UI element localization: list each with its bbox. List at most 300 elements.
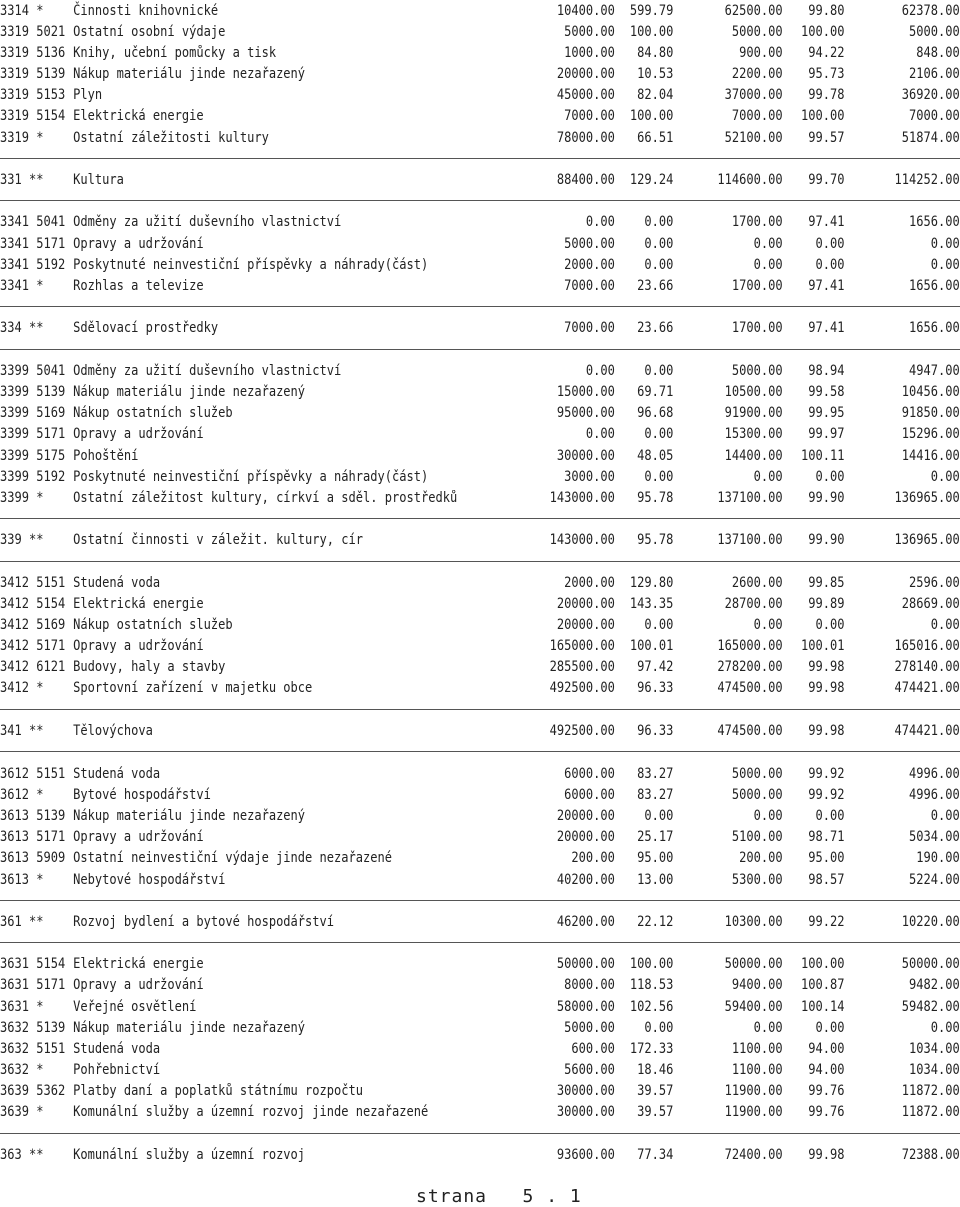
value-adjusted: 137100.00: [717, 490, 783, 506]
section-divider: [0, 561, 960, 562]
value-budget: 8000.00: [564, 977, 615, 993]
percent-2: 99.58: [808, 384, 845, 400]
value-actual: 7000.00: [909, 108, 960, 124]
percent-2: 100.00: [801, 956, 845, 972]
row-code: 3613 5171: [0, 829, 66, 845]
percent-2: 0.00: [815, 808, 845, 824]
table-row: [0, 1102, 960, 1123]
row-description: Kultura: [73, 172, 124, 188]
value-budget: 0.00: [585, 363, 615, 379]
value-actual: 2106.00: [909, 66, 960, 82]
row-code: 361 **: [0, 914, 44, 930]
percent-1: 83.27: [637, 766, 674, 782]
row-code: 3632 5139: [0, 1020, 66, 1036]
value-adjusted: 200.00: [739, 850, 783, 866]
row-code: 3412 5151: [0, 575, 66, 591]
value-actual: 62378.00: [901, 3, 960, 19]
value-adjusted: 5000.00: [731, 766, 783, 782]
value-budget: 20000.00: [556, 808, 615, 824]
value-budget: 20000.00: [556, 596, 615, 612]
value-budget: 20000.00: [556, 829, 615, 845]
percent-2: 94.22: [808, 45, 845, 61]
value-budget: 2000.00: [564, 575, 615, 591]
row-code: 3319 *: [0, 130, 44, 146]
value-adjusted: 52100.00: [724, 130, 783, 146]
value-adjusted: 91900.00: [724, 405, 783, 421]
row-description: Elektrická energie: [73, 956, 204, 972]
percent-1: 100.00: [629, 24, 674, 40]
percent-2: 0.00: [815, 1020, 845, 1036]
value-actual: 72388.00: [901, 1147, 960, 1163]
value-actual: 9482.00: [909, 977, 960, 993]
value-adjusted: 5000.00: [731, 24, 783, 40]
row-description: Ostatní záležitost kultury, církví a sděl. prostředků: [73, 490, 458, 506]
value-actual: 1656.00: [909, 214, 960, 230]
row-description: Opravy a udržování: [73, 977, 204, 993]
percent-2: 97.41: [808, 214, 845, 230]
percent-1: 48.05: [637, 448, 674, 464]
row-description: Opravy a udržování: [73, 236, 204, 252]
value-actual: 10456.00: [901, 384, 960, 400]
row-code: 3319 5021: [0, 24, 66, 40]
row-description: Platby daní a poplatků státnímu rozpočtu: [73, 1083, 364, 1099]
row-description: Plyn: [73, 87, 103, 103]
value-budget: 88400.00: [556, 172, 615, 188]
table-row: [0, 954, 960, 975]
percent-2: 99.98: [808, 680, 845, 696]
value-budget: 93600.00: [556, 1147, 615, 1163]
value-adjusted: 15300.00: [724, 426, 783, 442]
row-code: 3341 *: [0, 278, 44, 294]
row-code: 3612 *: [0, 787, 44, 803]
value-adjusted: 5100.00: [731, 829, 783, 845]
row-description: Odměny za užití duševního vlastnictví: [73, 363, 342, 379]
percent-2: 98.94: [808, 363, 845, 379]
value-adjusted: 1700.00: [731, 278, 783, 294]
row-code: 3341 5041: [0, 214, 66, 230]
percent-1: 0.00: [644, 236, 674, 252]
value-actual: 5000.00: [909, 24, 960, 40]
value-budget: 5000.00: [564, 24, 615, 40]
value-actual: 28669.00: [901, 596, 960, 612]
value-budget: 3000.00: [564, 469, 615, 485]
value-adjusted: 165000.00: [717, 638, 783, 654]
value-adjusted: 50000.00: [724, 956, 783, 972]
row-code: 3399 *: [0, 490, 44, 506]
row-description: Studená voda: [73, 766, 161, 782]
section-divider: [0, 158, 960, 159]
percent-2: 99.98: [808, 659, 845, 675]
value-adjusted: 0.00: [753, 257, 783, 273]
percent-1: 69.71: [637, 384, 674, 400]
percent-1: 18.46: [637, 1062, 674, 1078]
page-number: strana 5 . 1: [416, 1186, 582, 1207]
percent-2: 98.71: [808, 829, 845, 845]
value-adjusted: 1100.00: [731, 1041, 783, 1057]
percent-1: 129.80: [629, 575, 674, 591]
row-description: Opravy a udržování: [73, 426, 204, 442]
value-actual: 0.00: [930, 1020, 960, 1036]
percent-2: 0.00: [815, 236, 845, 252]
section-divider: [0, 751, 960, 752]
value-adjusted: 2600.00: [731, 575, 783, 591]
percent-1: 84.80: [637, 45, 674, 61]
percent-2: 99.85: [808, 575, 845, 591]
value-adjusted: 7000.00: [731, 108, 783, 124]
row-code: 3399 5192: [0, 469, 66, 485]
percent-1: 96.33: [637, 723, 674, 739]
table-row: [0, 1081, 960, 1102]
row-code: 334 **: [0, 320, 44, 336]
value-actual: 848.00: [916, 45, 960, 61]
value-budget: 40200.00: [556, 872, 615, 888]
row-description: Poskytnuté neinvestiční příspěvky a náhrady(část): [73, 469, 429, 485]
table-row: [0, 1060, 960, 1081]
table-row: [0, 1145, 960, 1166]
value-adjusted: 72400.00: [724, 1147, 783, 1163]
percent-2: 99.76: [808, 1083, 845, 1099]
value-actual: 91850.00: [901, 405, 960, 421]
percent-2: 100.14: [801, 999, 845, 1015]
table-row: [0, 785, 960, 806]
value-adjusted: 62500.00: [724, 3, 783, 19]
row-code: 3613 5909: [0, 850, 66, 866]
value-actual: 1656.00: [909, 320, 960, 336]
row-code: 3319 5136: [0, 45, 66, 61]
value-adjusted: 11900.00: [724, 1104, 783, 1120]
value-actual: 190.00: [916, 850, 960, 866]
row-description: Nákup ostatních služeb: [73, 617, 233, 633]
value-budget: 5600.00: [564, 1062, 615, 1078]
percent-1: 172.33: [629, 1041, 674, 1057]
value-actual: 4996.00: [909, 787, 960, 803]
section-divider: [0, 200, 960, 201]
table-row: [0, 361, 960, 382]
value-adjusted: 1700.00: [731, 320, 783, 336]
value-adjusted: 278200.00: [717, 659, 783, 675]
value-actual: 1034.00: [909, 1041, 960, 1057]
percent-1: 39.57: [637, 1104, 674, 1120]
row-code: 3341 5192: [0, 257, 66, 273]
value-budget: 285500.00: [549, 659, 615, 675]
row-description: Ostatní záležitosti kultury: [73, 130, 269, 146]
row-description: Budovy, haly a stavby: [73, 659, 226, 675]
row-code: 3631 5171: [0, 977, 66, 993]
percent-2: 99.92: [808, 766, 845, 782]
percent-2: 99.90: [808, 490, 845, 506]
row-code: 3319 5153: [0, 87, 66, 103]
percent-2: 99.57: [808, 130, 845, 146]
row-code: 3639 *: [0, 1104, 44, 1120]
percent-1: 13.00: [637, 872, 674, 888]
row-code: 3613 *: [0, 872, 44, 888]
value-budget: 7000.00: [564, 108, 615, 124]
value-actual: 0.00: [930, 808, 960, 824]
percent-1: 0.00: [644, 214, 674, 230]
value-budget: 492500.00: [549, 723, 615, 739]
row-description: Poskytnuté neinvestiční příspěvky a náhrady(část): [73, 257, 429, 273]
table-row: [0, 446, 960, 467]
percent-1: 95.00: [637, 850, 674, 866]
percent-1: 23.66: [637, 278, 674, 294]
table-row: [0, 1039, 960, 1060]
table-row: [0, 488, 960, 509]
row-code: 3631 5154: [0, 956, 66, 972]
percent-1: 0.00: [644, 1020, 674, 1036]
value-budget: 6000.00: [564, 766, 615, 782]
value-adjusted: 10300.00: [724, 914, 783, 930]
value-adjusted: 137100.00: [717, 532, 783, 548]
row-code: 3412 *: [0, 680, 44, 696]
table-row: [0, 870, 960, 891]
table-row: [0, 594, 960, 615]
row-description: Ostatní osobní výdaje: [73, 24, 226, 40]
percent-1: 97.42: [637, 659, 674, 675]
percent-2: 100.00: [801, 108, 845, 124]
row-code: 363 **: [0, 1147, 44, 1163]
value-budget: 45000.00: [556, 87, 615, 103]
value-actual: 11872.00: [901, 1104, 960, 1120]
row-code: 3639 5362: [0, 1083, 66, 1099]
value-adjusted: 14400.00: [724, 448, 783, 464]
row-description: Nákup materiálu jinde nezařazený: [73, 1020, 306, 1036]
value-budget: 58000.00: [556, 999, 615, 1015]
value-adjusted: 0.00: [753, 469, 783, 485]
percent-1: 82.04: [637, 87, 674, 103]
table-row: [0, 106, 960, 127]
table-row: [0, 212, 960, 233]
percent-1: 129.24: [629, 172, 674, 188]
value-actual: 136965.00: [894, 490, 960, 506]
percent-2: 99.95: [808, 405, 845, 421]
row-code: 341 **: [0, 723, 44, 739]
percent-1: 0.00: [644, 617, 674, 633]
value-budget: 30000.00: [556, 448, 615, 464]
section-divider: [0, 709, 960, 710]
percent-1: 100.00: [629, 956, 674, 972]
table-row: [0, 128, 960, 149]
percent-2: 99.97: [808, 426, 845, 442]
value-adjusted: 5000.00: [731, 787, 783, 803]
percent-2: 99.89: [808, 596, 845, 612]
percent-2: 95.73: [808, 66, 845, 82]
percent-1: 0.00: [644, 363, 674, 379]
row-description: Nákup materiálu jinde nezařazený: [73, 66, 306, 82]
percent-1: 77.34: [637, 1147, 674, 1163]
value-adjusted: 0.00: [753, 808, 783, 824]
value-budget: 30000.00: [556, 1083, 615, 1099]
row-description: Sportovní zařízení v majetku obce: [73, 680, 313, 696]
value-actual: 114252.00: [894, 172, 960, 188]
value-adjusted: 1700.00: [731, 214, 783, 230]
value-budget: 200.00: [571, 850, 615, 866]
table-row: [0, 43, 960, 64]
percent-1: 95.78: [637, 490, 674, 506]
percent-2: 94.00: [808, 1041, 845, 1057]
table-row: [0, 234, 960, 255]
table-row: [0, 912, 960, 933]
table-row: [0, 255, 960, 276]
row-code: 3319 5154: [0, 108, 66, 124]
row-description: Odměny za užití duševního vlastnictví: [73, 214, 342, 230]
row-description: Opravy a udržování: [73, 638, 204, 654]
table-row: [0, 64, 960, 85]
row-code: 3612 5151: [0, 766, 66, 782]
section-divider: [0, 518, 960, 519]
row-code: 331 **: [0, 172, 44, 188]
percent-1: 0.00: [644, 808, 674, 824]
table-row: [0, 573, 960, 594]
value-actual: 4947.00: [909, 363, 960, 379]
section-divider: [0, 942, 960, 943]
row-code: 3613 5139: [0, 808, 66, 824]
value-adjusted: 1100.00: [731, 1062, 783, 1078]
row-description: Tělovýchova: [73, 723, 153, 739]
row-code: 3412 6121: [0, 659, 66, 675]
row-description: Nákup materiálu jinde nezařazený: [73, 384, 306, 400]
percent-2: 99.76: [808, 1104, 845, 1120]
table-row: [0, 276, 960, 297]
percent-2: 99.80: [808, 3, 845, 19]
row-description: Komunální služby a územní rozvoj jinde nezařazené: [73, 1104, 429, 1120]
row-description: Ostatní neinvestiční výdaje jinde nezařazené: [73, 850, 393, 866]
row-description: Veřejné osvětlení: [73, 999, 197, 1015]
percent-2: 95.00: [808, 850, 845, 866]
value-actual: 474421.00: [894, 723, 960, 739]
row-code: 3399 5169: [0, 405, 66, 421]
value-actual: 14416.00: [901, 448, 960, 464]
row-code: 3399 5175: [0, 448, 66, 464]
row-code: 3632 5151: [0, 1041, 66, 1057]
row-code: 3632 *: [0, 1062, 44, 1078]
value-actual: 474421.00: [894, 680, 960, 696]
row-description: Ostatní činnosti v záležit. kultury, cír: [73, 532, 364, 548]
percent-1: 25.17: [637, 829, 674, 845]
percent-2: 100.01: [801, 638, 845, 654]
value-actual: 278140.00: [894, 659, 960, 675]
value-actual: 165016.00: [894, 638, 960, 654]
table-row: [0, 170, 960, 191]
percent-1: 118.53: [629, 977, 674, 993]
section-divider: [0, 306, 960, 307]
percent-1: 10.53: [637, 66, 674, 82]
value-budget: 0.00: [585, 214, 615, 230]
value-actual: 15296.00: [901, 426, 960, 442]
value-actual: 5034.00: [909, 829, 960, 845]
row-description: Pohoštění: [73, 448, 139, 464]
percent-2: 99.92: [808, 787, 845, 803]
row-description: Komunální služby a územní rozvoj: [73, 1147, 306, 1163]
section-divider: [0, 1133, 960, 1134]
row-code: 3412 5154: [0, 596, 66, 612]
percent-2: 99.98: [808, 1147, 845, 1163]
table-row: [0, 806, 960, 827]
value-budget: 20000.00: [556, 617, 615, 633]
value-budget: 165000.00: [549, 638, 615, 654]
percent-2: 99.22: [808, 914, 845, 930]
value-adjusted: 37000.00: [724, 87, 783, 103]
percent-1: 23.66: [637, 320, 674, 336]
table-row: [0, 22, 960, 43]
value-budget: 78000.00: [556, 130, 615, 146]
value-adjusted: 900.00: [739, 45, 783, 61]
row-code: 3314 *: [0, 3, 44, 19]
row-code: 3319 5139: [0, 66, 66, 82]
value-adjusted: 9400.00: [731, 977, 783, 993]
section-divider: [0, 900, 960, 901]
row-description: Knihy, učební pomůcky a tisk: [73, 45, 277, 61]
value-actual: 4996.00: [909, 766, 960, 782]
value-budget: 20000.00: [556, 66, 615, 82]
percent-2: 99.70: [808, 172, 845, 188]
value-adjusted: 474500.00: [717, 680, 783, 696]
value-budget: 30000.00: [556, 1104, 615, 1120]
value-budget: 143000.00: [549, 532, 615, 548]
value-adjusted: 59400.00: [724, 999, 783, 1015]
table-row: [0, 403, 960, 424]
percent-1: 22.12: [637, 914, 674, 930]
percent-2: 99.78: [808, 87, 845, 103]
value-adjusted: 11900.00: [724, 1083, 783, 1099]
table-row: [0, 530, 960, 551]
value-budget: 5000.00: [564, 236, 615, 252]
row-description: Rozvoj bydlení a bytové hospodářství: [73, 914, 335, 930]
percent-2: 99.90: [808, 532, 845, 548]
value-adjusted: 0.00: [753, 1020, 783, 1036]
value-actual: 136965.00: [894, 532, 960, 548]
value-actual: 36920.00: [901, 87, 960, 103]
row-code: 3631 *: [0, 999, 44, 1015]
percent-2: 99.98: [808, 723, 845, 739]
value-actual: 1656.00: [909, 278, 960, 294]
value-actual: 50000.00: [901, 956, 960, 972]
row-description: Nákup ostatních služeb: [73, 405, 233, 421]
percent-2: 100.11: [801, 448, 845, 464]
value-adjusted: 0.00: [753, 617, 783, 633]
value-actual: 1034.00: [909, 1062, 960, 1078]
table-row: [0, 848, 960, 869]
percent-1: 143.35: [629, 596, 674, 612]
percent-1: 599.79: [629, 3, 674, 19]
value-budget: 600.00: [571, 1041, 615, 1057]
row-description: Nákup materiálu jinde nezařazený: [73, 808, 306, 824]
value-budget: 143000.00: [549, 490, 615, 506]
value-budget: 5000.00: [564, 1020, 615, 1036]
value-actual: 0.00: [930, 236, 960, 252]
value-adjusted: 10500.00: [724, 384, 783, 400]
percent-1: 96.68: [637, 405, 674, 421]
percent-1: 83.27: [637, 787, 674, 803]
value-actual: 0.00: [930, 617, 960, 633]
value-actual: 11872.00: [901, 1083, 960, 1099]
row-description: Opravy a udržování: [73, 829, 204, 845]
row-description: Sdělovací prostředky: [73, 320, 219, 336]
row-description: Studená voda: [73, 1041, 161, 1057]
value-budget: 2000.00: [564, 257, 615, 273]
row-description: Studená voda: [73, 575, 161, 591]
row-code: 3399 5041: [0, 363, 66, 379]
value-adjusted: 474500.00: [717, 723, 783, 739]
row-description: Elektrická energie: [73, 596, 204, 612]
section-divider: [0, 349, 960, 350]
percent-2: 98.57: [808, 872, 845, 888]
percent-2: 97.41: [808, 320, 845, 336]
row-code: 3341 5171: [0, 236, 66, 252]
value-budget: 0.00: [585, 426, 615, 442]
percent-2: 0.00: [815, 257, 845, 273]
table-row: [0, 318, 960, 339]
value-actual: 10220.00: [901, 914, 960, 930]
